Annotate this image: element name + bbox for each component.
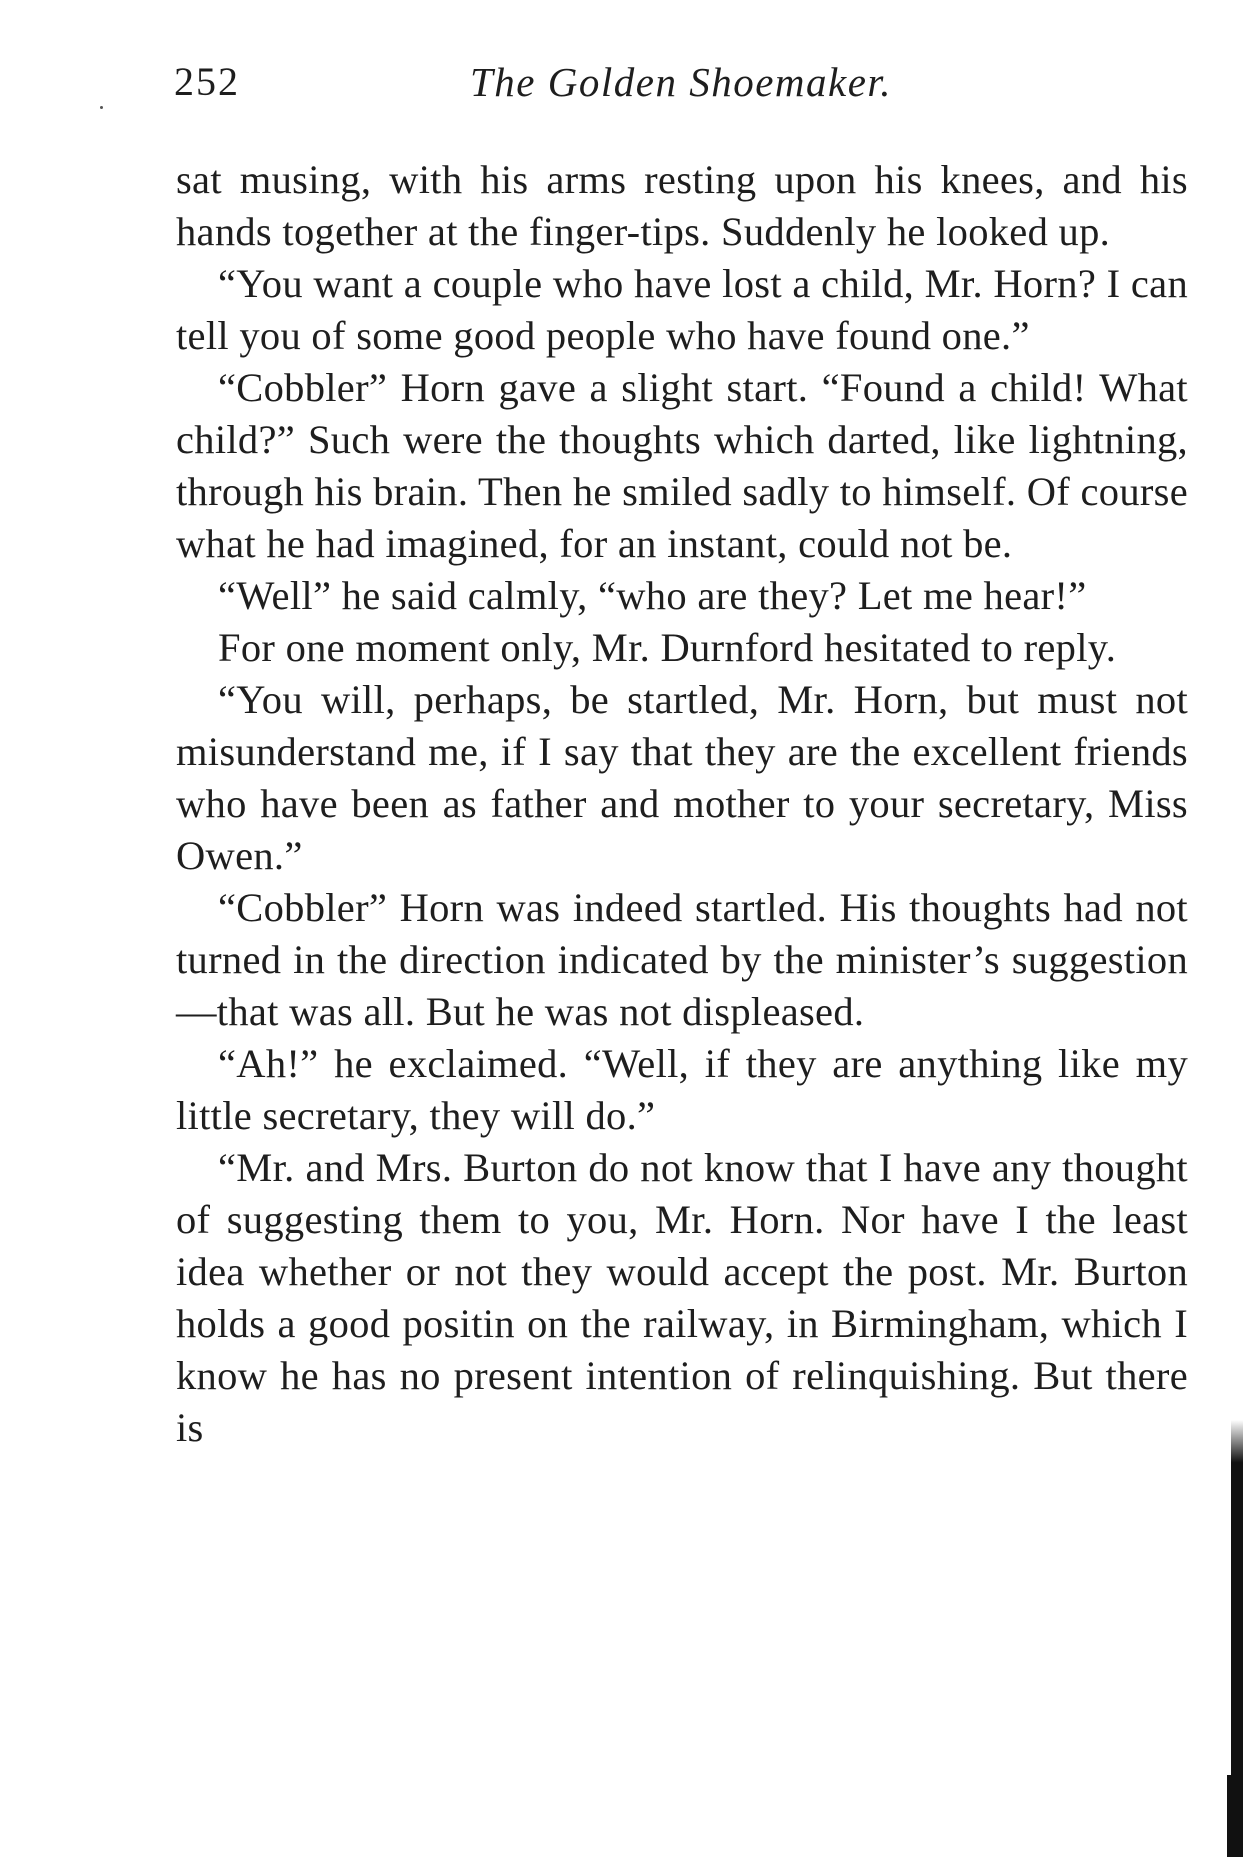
paragraph-2: “You want a couple who have lost a child, Mr. Horn? I can tell you of some good people who have found one.” (176, 261, 1188, 358)
body-text (176, 154, 1188, 1454)
binding-shadow-upper (1231, 1420, 1243, 1775)
running-header (174, 54, 1204, 114)
paragraph-8: “Ah!” he exclaimed. “Well, if they are anything like my little secretary, they will do.” (176, 1041, 1188, 1138)
paragraph-9: “Mr. and Mrs. Burton do not know that I have any thought of suggesting them to you, Mr. Horn. Nor have I the least idea whether or not they would accept the post. Mr. Burton holds a good positi͏n on the railway, in Birmingham, which I know he has no present intention of relinquishing. But there is (176, 1145, 1188, 1450)
paper-speck (100, 106, 103, 109)
paragraph-6: “You will, perhaps, be startled, Mr. Horn, but must not misunderstand me, if I say that they are the excellent friends who have been as father and mother to your secretary, Miss Owen.” (176, 677, 1188, 878)
binding-shadow-lower (1227, 1775, 1243, 1857)
running-title: The Golden Shoemaker. (470, 59, 893, 105)
paragraph-3: “Cobbler” Horn gave a slight start. “Found a child! What child?” Such were the thoughts which darted, like lightning, through his brain. Then he smiled sadly to himself. Of course what he had imagined, for an instant, could not be. (176, 365, 1188, 566)
paragraph-5: For one moment only, Mr. Durnford hesitated to reply. (218, 625, 1117, 670)
page-number: 252 (174, 59, 240, 104)
paragraph-7: “Cobbler” Horn was indeed startled. His thoughts had not turned in the direction indicated by the minister’s suggestion—that was all. But he was not displeased. (176, 885, 1188, 1034)
paragraph-4: “Well” he said calmly, “who are they? Let me hear!” (218, 573, 1087, 618)
paragraph-1: sat musing, with his arms resting upon his knees, and his hands together at the finger-tips. Suddenly he looked up. (176, 157, 1188, 254)
